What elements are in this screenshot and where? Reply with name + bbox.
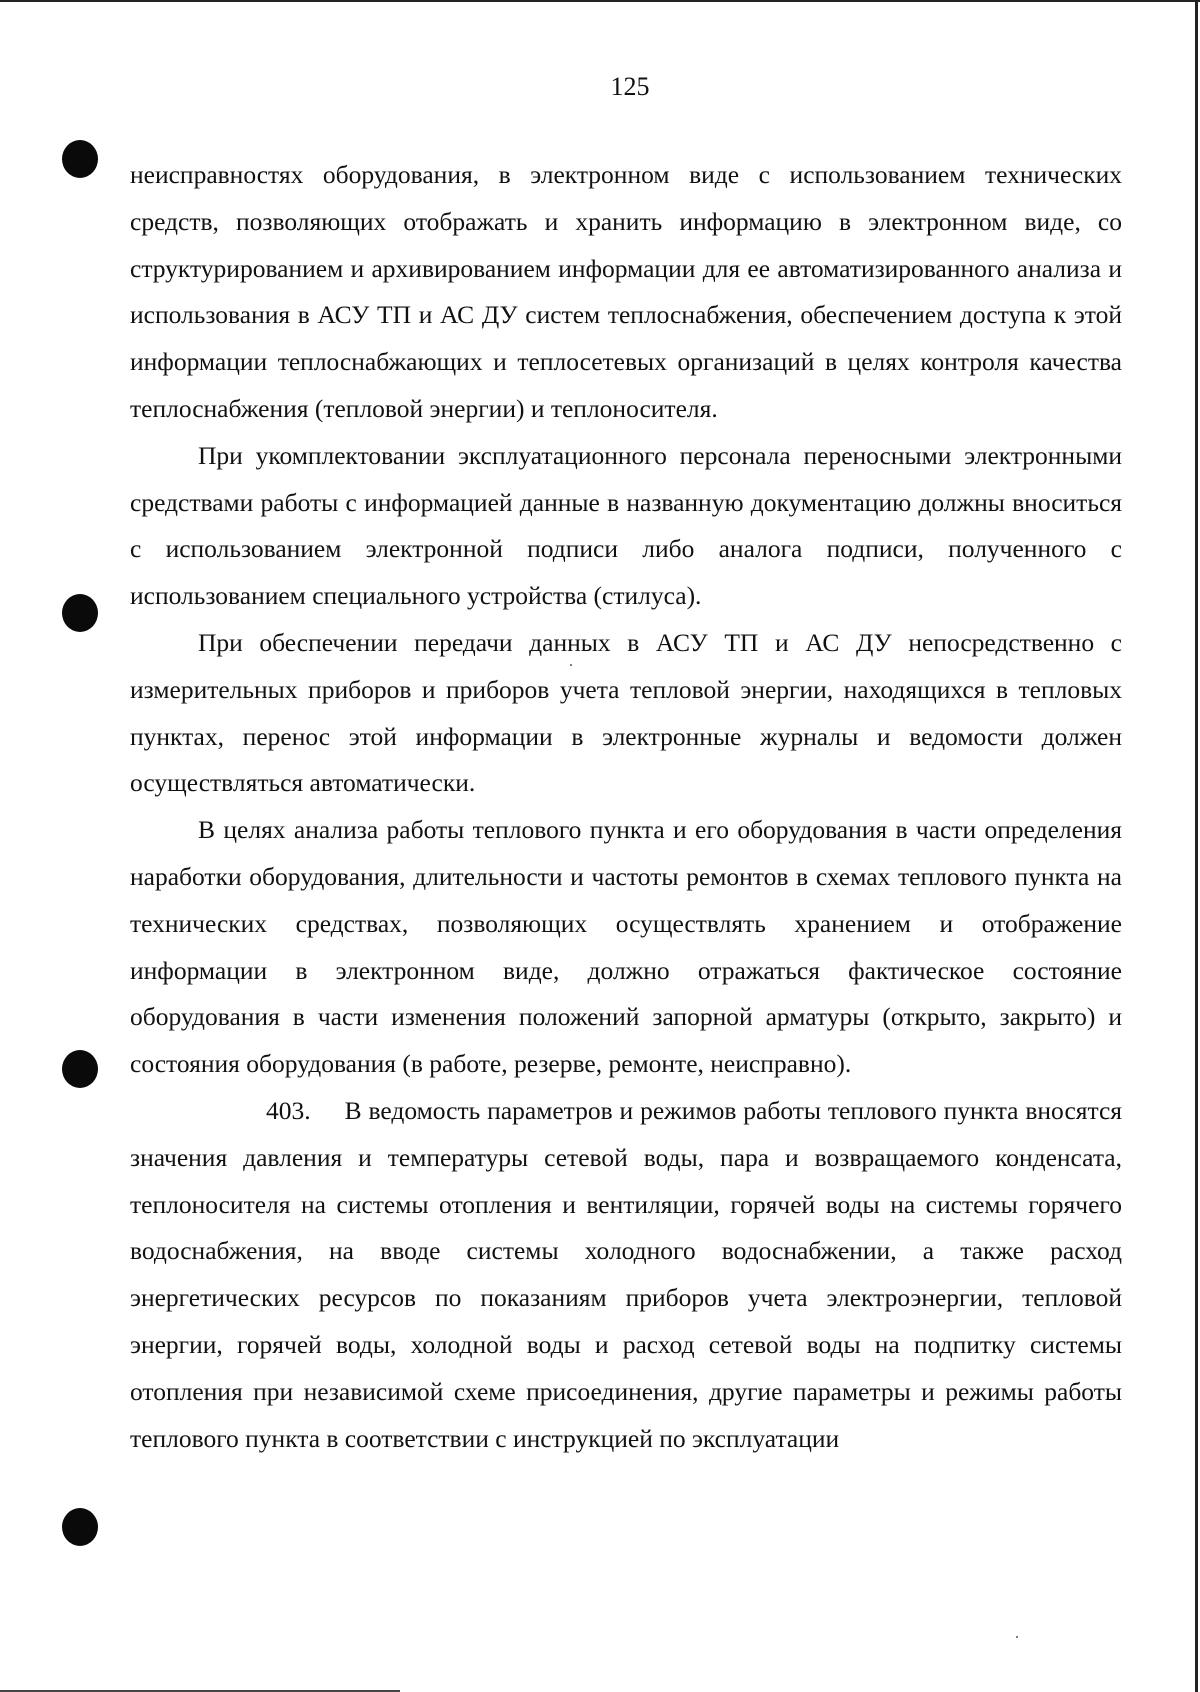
scan-border-right — [1195, 0, 1198, 1692]
punch-hole — [62, 1508, 98, 1546]
paragraph-continued: неисправностях оборудования, в электронном виде с использованием технических средств, позволяющих отображать и хранить информацию в электронном виде, со структурированием и архивированием информации для ее автоматизированного анализа и использования в АСУ ТП и АС ДУ систем теплоснабжения, обеспечением доступа к этой информации теплоснабжающих и теплосетевых организаций в целях контроля качества теплоснабжения (тепловой энергии) и теплоносителя. — [130, 160, 1122, 423]
scan-border-top — [0, 0, 1200, 2]
punch-hole — [62, 1050, 98, 1088]
paragraph: В целях анализа работы теплового пункта и его оборудования в части определения наработки оборудования, длительности и частоты ремонтов в схемах теплового пункта на технических средствах, позволяющих осуществлять хранением и отображение информации в электронном виде, должно отражаться фактическое состояние оборудования в части изменения положений запорной арматуры (открыто, закрыто) и состояния оборудования (в работе, резерве, ремонте, неисправно). — [130, 815, 1122, 1079]
scan-speck — [1016, 1636, 1018, 1638]
page-number: 125 — [610, 72, 650, 101]
numbered-paragraph — [130, 1088, 1122, 1462]
paragraph: При обеспечении передачи данных в АСУ ТП и АС ДУ непосредственно с измерительных приборов и приборов учета тепловой энергии, находящихся в тепловых пунктах, перенос этой информации в электронные журналы и ведомости должен осуществляться автоматически. — [130, 627, 1122, 798]
punch-hole — [62, 140, 98, 178]
paragraph-number: 403. — [266, 1095, 311, 1125]
paragraph-text: В ведомость параметров и режимов работы теплового пункта вносятся значения давления и температуры сетевой воды, пара и возвращаемого конденсата, теплоносителя на системы отопления и вентиляции, горячей воды на системы горячего водоснабжения, на вводе системы холодного водоснабжении, а также расход энергетических ресурсов по показаниям приборов учета электроэнергии, тепловой энергии, горячей воды, холодной воды и расход сетевой воды на подпитку системы отопления при независимой схеме присоединения, другие параметры и режимы работы теплового пункта в соответствии с инструкцией по эксплуатации — [130, 1095, 1122, 1453]
punch-hole — [62, 594, 98, 632]
paragraph: При укомплектовании эксплуатационного персонала переносными электронными средствами работы с информацией данные в названную документацию должны вноситься с использованием электронной подписи либо аналога подписи, полученного с использованием специального устройства (стилуса). — [130, 440, 1122, 611]
document-body — [130, 152, 1122, 1462]
